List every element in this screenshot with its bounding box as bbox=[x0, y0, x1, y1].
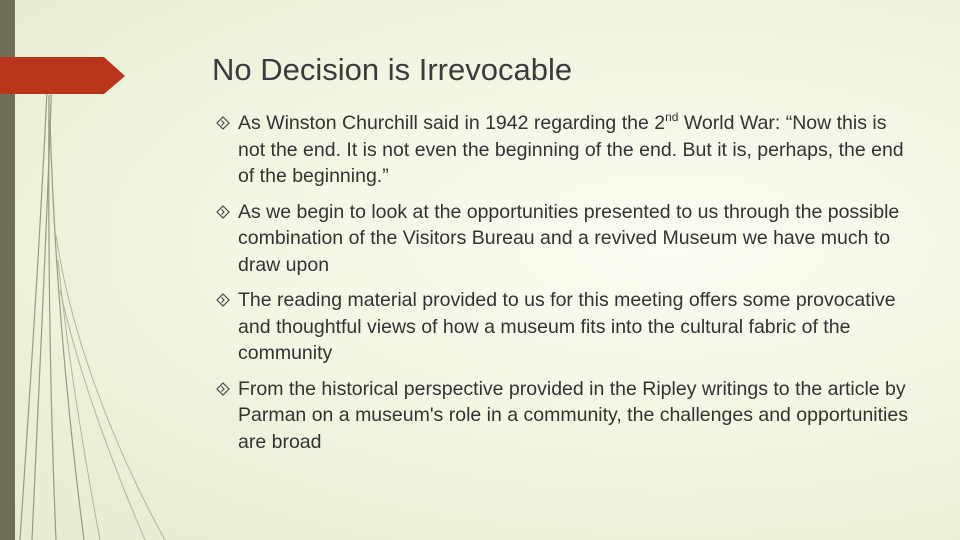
bullet-text-1b: World War: “Now this is not the end. It is not even the beginning of the end. But it is, perhaps, the end of the beginning.” bbox=[238, 112, 904, 187]
bullet-sup-nd: nd bbox=[665, 110, 679, 124]
decor-line-4 bbox=[20, 90, 47, 540]
diamond-arrow-icon bbox=[216, 205, 230, 219]
bullet-list bbox=[216, 110, 916, 464]
bullet-text-4: From the historical perspective provided in the Ripley writings to the article by Parman on a museum's role in a community, the challenges and opportunities are broad bbox=[238, 377, 908, 453]
bullet-item bbox=[216, 287, 916, 367]
diamond-arrow-icon bbox=[216, 382, 230, 396]
decor-curve-1 bbox=[56, 235, 165, 540]
decor-line-3 bbox=[50, 120, 84, 540]
slide-title: No Decision is Irrevocable bbox=[212, 52, 573, 87]
bullet-item bbox=[216, 199, 916, 279]
title-arrow-accent bbox=[0, 57, 125, 94]
decor-line-2 bbox=[49, 95, 56, 540]
bullet-item bbox=[216, 110, 916, 190]
diamond-arrow-icon bbox=[216, 293, 230, 307]
bullet-text-2: As we begin to look at the opportunities presented to us through the possible combination of the Visitors Bureau and a revived Museum we have much to draw upon bbox=[238, 200, 900, 276]
diamond-arrow-icon bbox=[216, 116, 230, 130]
bullet-text-1a: As Winston Churchill said in 1942 regarding the 2 bbox=[238, 112, 666, 134]
decor-curve-2 bbox=[60, 290, 145, 540]
bullet-text-3: The reading material provided to us for this meeting offers some provocative and thoughtful views of how a museum fits into the cultural fabric of the community bbox=[238, 289, 896, 364]
bullet-item bbox=[216, 376, 916, 456]
